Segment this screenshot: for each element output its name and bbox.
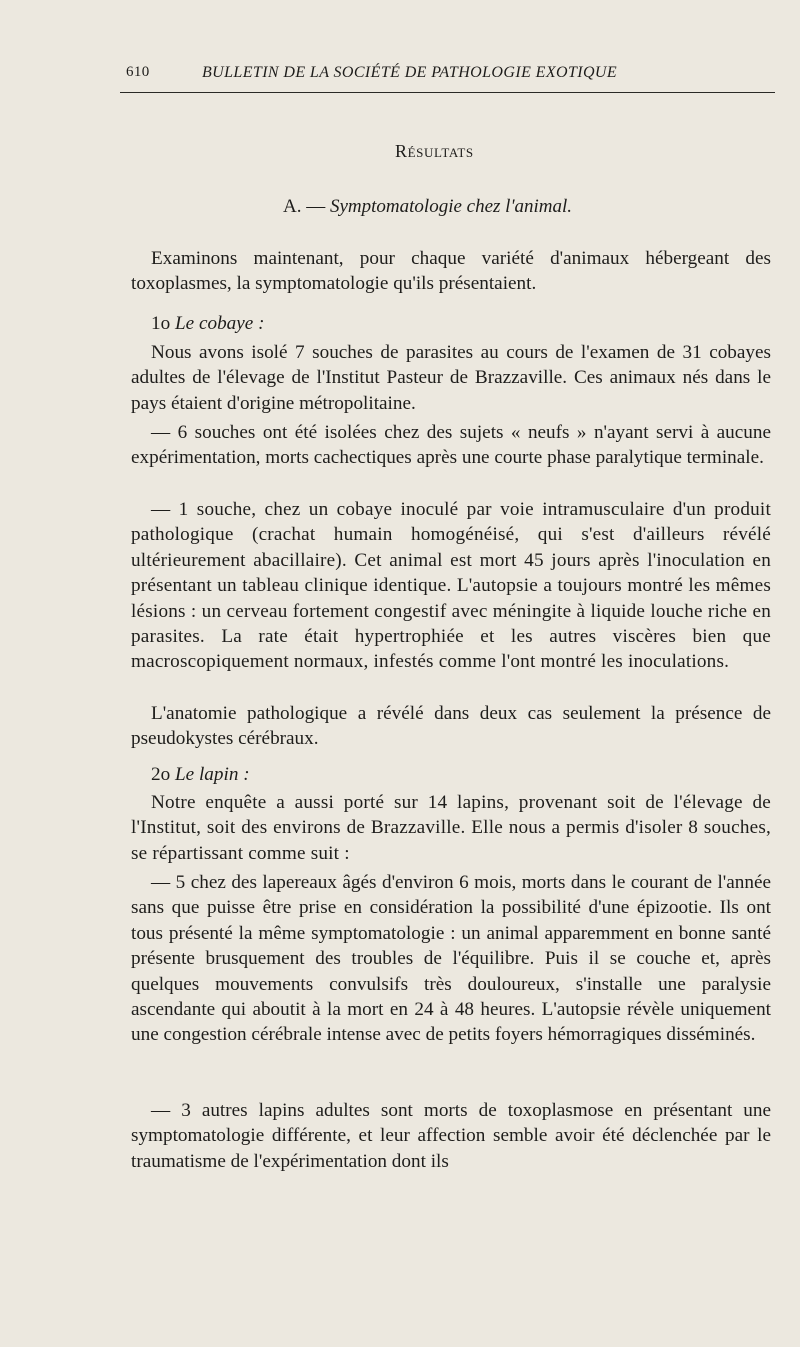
header-rule [120, 92, 775, 93]
section-title-initial: R [395, 141, 408, 161]
heading-cobaye [151, 313, 265, 335]
paragraph-cobaye-1: Nous avons isolé 7 souches de parasites au cours de l'examen de 31 cobayes adultes de l'élevage de l'Institut Pasteur de Brazzaville. Ces animaux nés dans le pays étaient d'origine métropolitaine. [131, 342, 771, 414]
running-title: BULLETIN DE LA SOCIÉTÉ DE PATHOLOGIE EXOTIQUE [202, 64, 618, 81]
subsection-title [283, 196, 572, 218]
subsection-label: A. — [283, 196, 326, 217]
paragraph-cobaye-3: — 1 souche, chez un cobaye inoculé par voie intramusculaire d'un produit pathologique (crachat humain homogénéisé, qui s'est d'ailleurs révélé ultérieurement abacillaire). Cet animal est mort 45 jours après l'inoculation en présentant un tableau clinique identique. L'autopsie a toujours montré les mêmes lésions : un cerveau fortement congestif avec méningite à liquide louche riche en parasites. La rate était hypertrophiée et les autres viscères bien que macroscopiquement normaux, infestés comme l'ont montré les inoculations. [131, 499, 771, 673]
heading-cobaye-number: 1o [151, 313, 171, 334]
paragraph-cobaye-2: — 6 souches ont été isolées chez des sujets « neufs » n'ayant servi à aucune expérimentation, morts cachectiques après une courte phase paralytique terminale. [131, 422, 771, 469]
paragraph-lapin-3: — 3 autres lapins adultes sont morts de toxoplasmose en présentant une symptomatologie différente, et leur affection semble avoir été déclenchée par le traumatisme de l'expérimentation dont ils [131, 1100, 771, 1172]
section-title [395, 141, 474, 162]
section-title-rest: ésultats [407, 141, 474, 161]
heading-lapin [151, 764, 250, 786]
paragraph-intro: Examinons maintenant, pour chaque variété d'animaux hébergeant des toxoplasmes, la symptomatologie qu'ils présentaient. [131, 248, 771, 295]
subsection-heading: Symptomatologie chez l'animal. [329, 196, 573, 217]
heading-cobaye-title: Le cobaye : [174, 313, 265, 334]
paragraph-cobaye-4: L'anatomie pathologique a révélé dans deux cas seulement la présence de pseudokystes cérébraux. [131, 703, 771, 750]
paragraph-lapin-2: — 5 chez des lapereaux âgés d'environ 6 mois, morts dans le courant de l'année sans que puisse être prise en considération la possibilité d'une épizootie. Ils ont tous présenté la même symptomatologie : un animal apparemment en bonne santé présente brusquement des troubles de l'équilibre. Puis il se couche et, après quelques mouvements convulsifs très douloureux, s'installe une paralysie ascendante qui aboutit à la mort en 24 à 48 heures. L'autopsie révèle uniquement une congestion cérébrale intense avec de petits foyers hémorragiques disséminés. [131, 872, 771, 1046]
heading-lapin-title: Le lapin : [174, 764, 250, 785]
paragraph-lapin-1: Notre enquête a aussi porté sur 14 lapins, provenant soit de l'élevage de l'Institut, soit des environs de Brazzaville. Elle nous a permis d'isoler 8 souches, se répartissant comme suit : [131, 792, 771, 864]
heading-lapin-number: 2o [151, 764, 171, 785]
running-header [120, 62, 775, 88]
page-number: 610 [126, 64, 150, 80]
